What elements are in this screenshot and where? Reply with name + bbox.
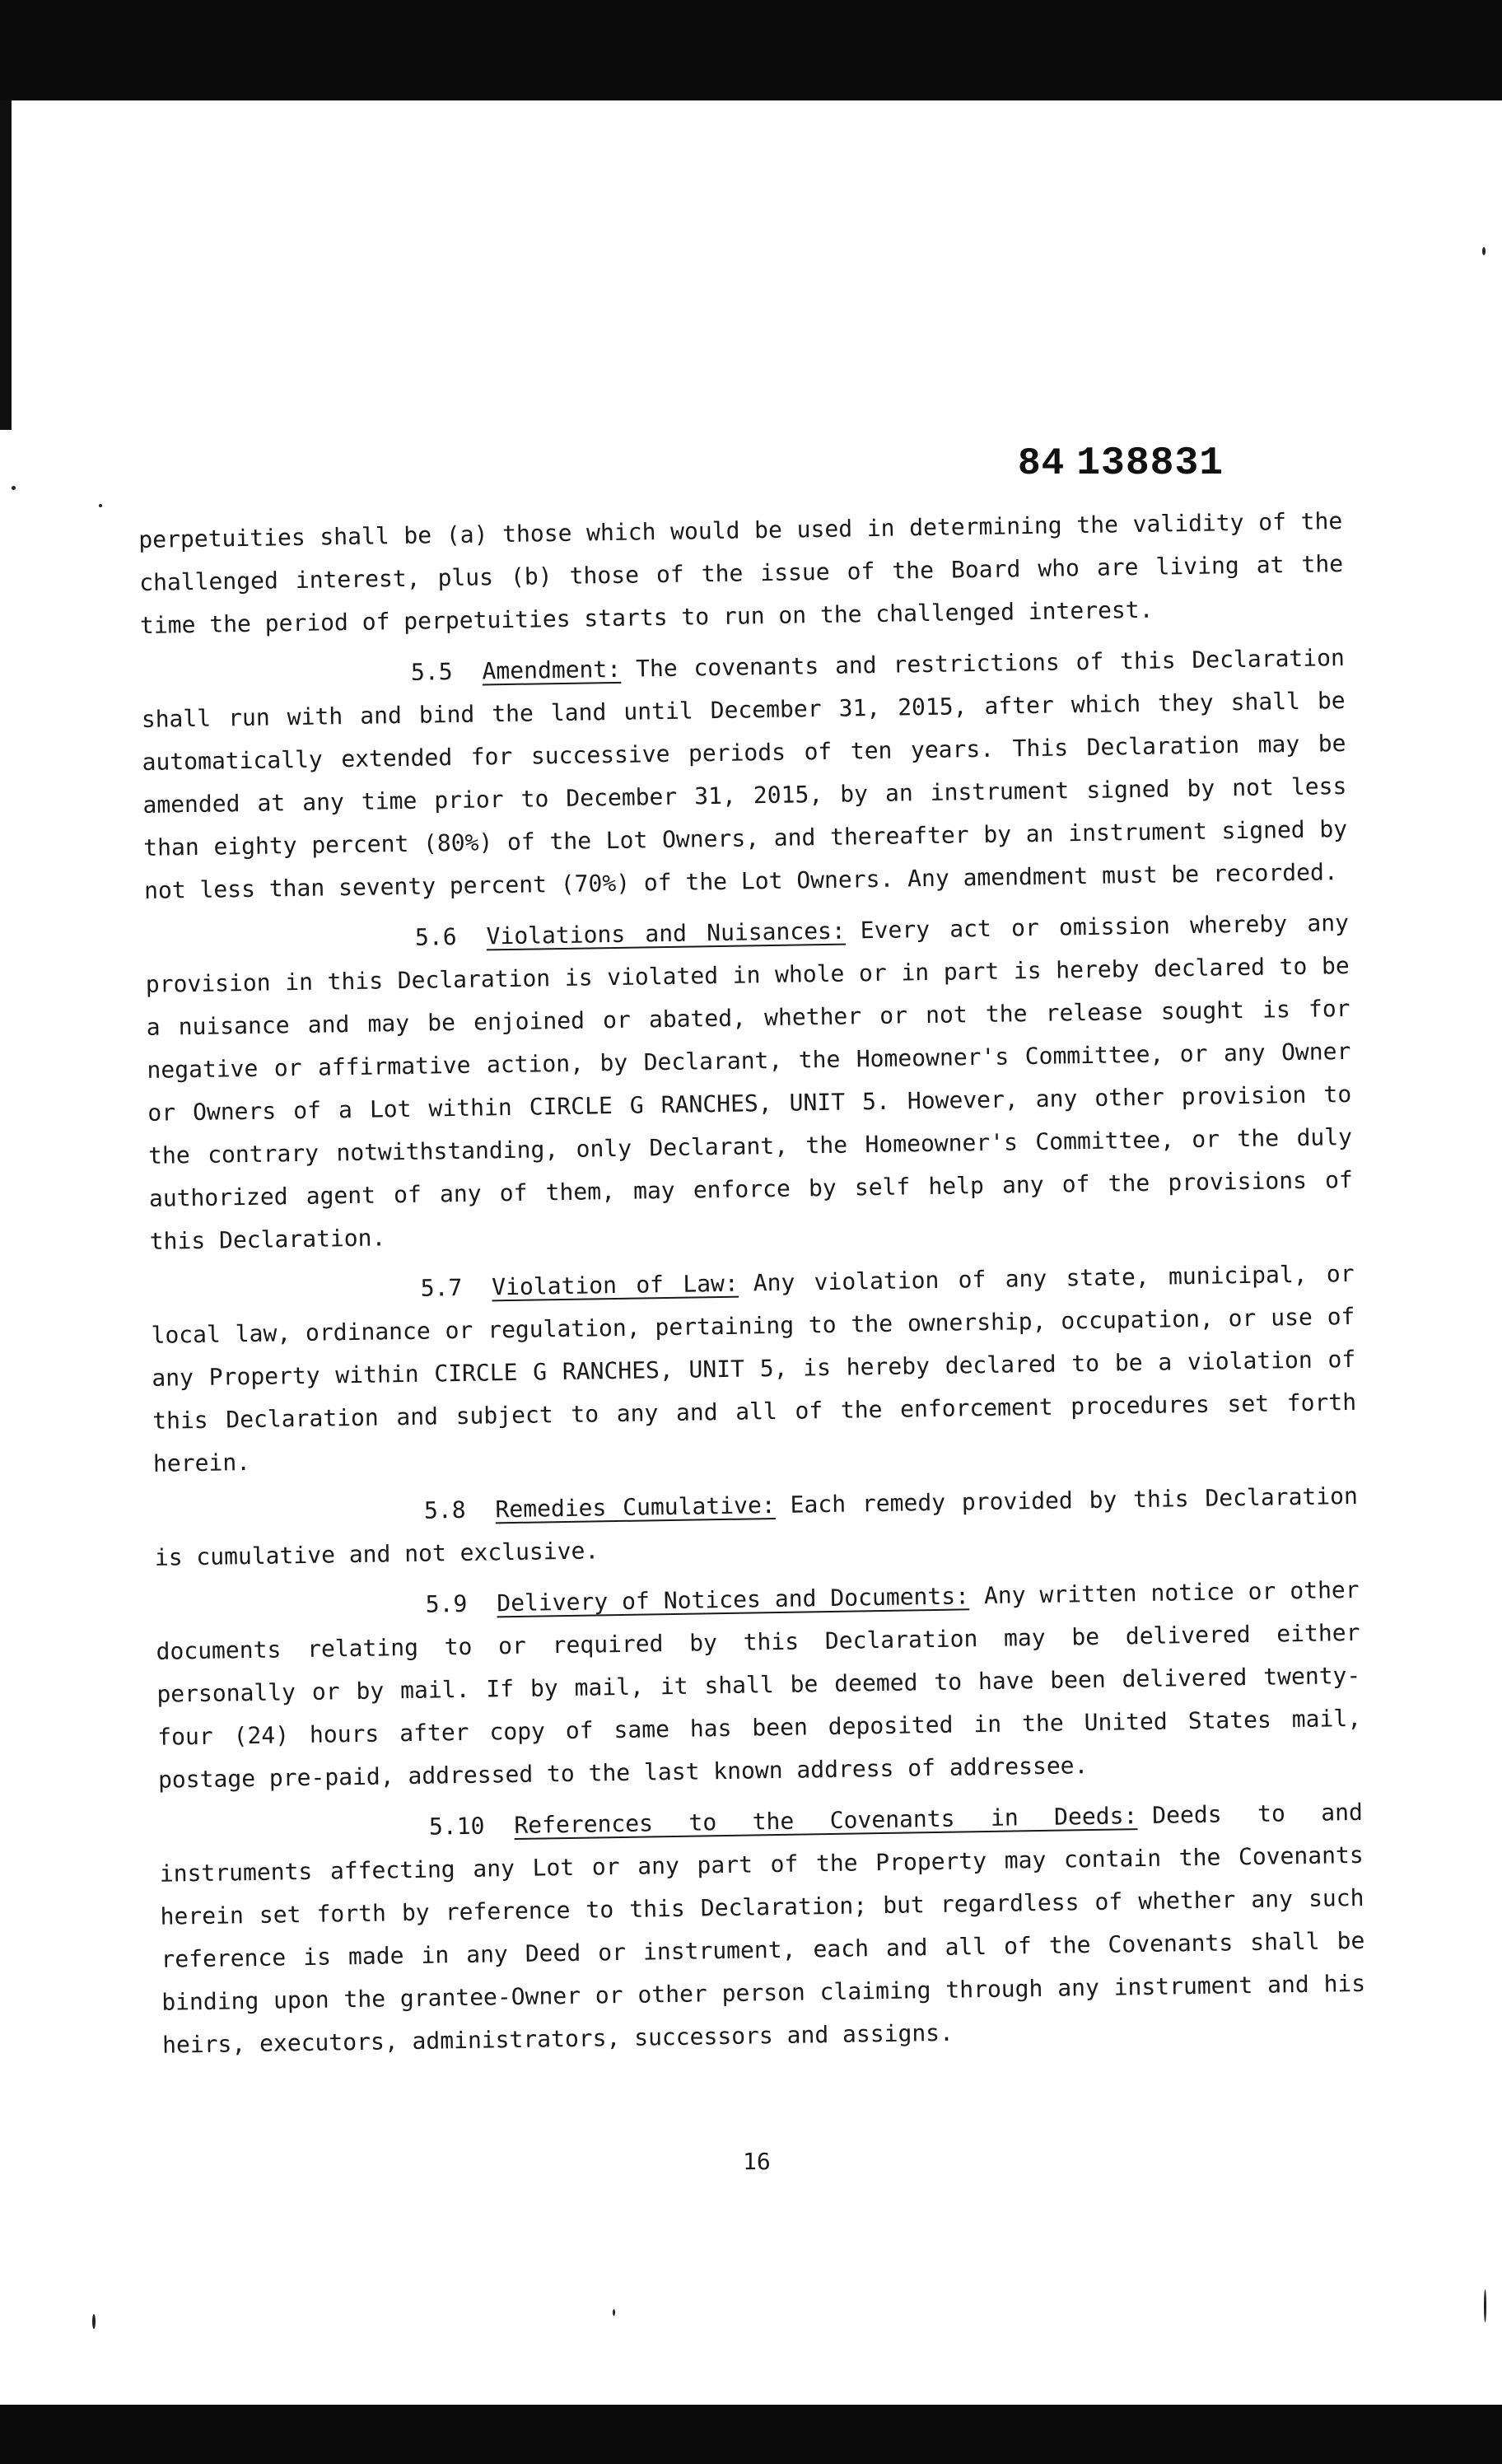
document-number: [1018, 441, 1224, 486]
scan-speck: [99, 504, 102, 507]
scan-border-left: [0, 100, 12, 430]
section-number: 5.9: [425, 1589, 468, 1618]
section-heading: Violations and Nuisances:: [486, 917, 847, 950]
section-5-5: [141, 637, 1349, 912]
scan-border-top: [0, 0, 1502, 100]
section-heading: References to the Covenants in Deeds:: [514, 1802, 1138, 1840]
section-body: Every act or omission whereby any provision in this Declaration is violated in whole or in part is hereby declared to be a nuisance and may be enjoined or abated, whether or not the release sought is for negative or affirmative action, by Declarant, the Homeowner's Committee, or any Owner or Owners of a Lot within CIRCLE G RANCHES, UNIT 5. However, any other provision to the contrary notwithstanding, only Declarant, the Homeowner's Committee, or the duly authorized agent of any of them, may enforce by self help any of the provisions of this Declaration.: [145, 908, 1354, 1255]
section-number: 5.5: [410, 658, 453, 686]
section-heading: Delivery of Notices and Documents:: [497, 1582, 970, 1617]
section-5-8: [154, 1475, 1359, 1580]
document-number-value: 138831: [1076, 441, 1224, 486]
scan-speck: [92, 2314, 96, 2329]
intro-paragraph: perpetuities shall be (a) those which would be used in determining the validity of the challenged interest, plus (b) those of the issue of the Board who are living at the time the period of perpetuities starts to run on the challenged interest.: [138, 507, 1344, 639]
section-body: Any violation of any state, municipal, or local law, ordinance or regulation, pertaining to the ownership, occupation, or use of any Property within CIRCLE G RANCHES, UNIT 5, is hereby declared to be a violation of this Declaration and subject to any and all of the enforcement procedures set forth herein.: [151, 1259, 1357, 1477]
scan-speck: [1484, 2289, 1486, 2322]
section-body: Each remedy provided by this Declaration is cumulative and not exclusive.: [154, 1482, 1359, 1571]
scan-speck: [1482, 247, 1486, 255]
section-number: 5.7: [420, 1273, 463, 1302]
document-number-prefix: 84: [1018, 442, 1066, 485]
scan-border-bottom: [0, 2405, 1502, 2464]
section-heading: Violation of Law:: [492, 1269, 739, 1301]
section-number: 5.8: [423, 1496, 466, 1524]
section-body: The covenants and restrictions of this Declaration shall run with and bind the land until December 31, 2015, after which they shall be automatically extended for successive periods of ten years. This Declaration may be amended at any time prior to December 31, 2015, by an instrument signed by not less than eighty percent (80%) of the Lot Owners, and thereafter by an instrument signed by not less than seventy percent (70%) of the Lot Owners. Any amendment must be recorded.: [141, 644, 1348, 904]
section-5-7: [150, 1253, 1357, 1486]
scan-speck: [12, 486, 16, 490]
section-heading: Remedies Cumulative:: [495, 1491, 776, 1524]
document-body: [138, 500, 1367, 2075]
scan-speck: [613, 2309, 615, 2316]
section-body: Deeds to and instruments affecting any Lot or any part of the Property may contain the Covenants herein set forth by reference to this Declaration; but regardless of whether any such reference is made in any Deed or instrument, each and all of the Covenants shall be binding upon the grantee-Owner or other person claiming through any instrument and his heirs, executors, administrators, successors and assigns.: [159, 1798, 1366, 2059]
section-5-10: [159, 1791, 1367, 2067]
section-number: 5.6: [414, 922, 457, 951]
section-heading: Amendment:: [482, 655, 622, 685]
section-5-9: [155, 1569, 1362, 1802]
page-number: 16: [743, 2148, 771, 2175]
section-number: 5.10: [428, 1812, 485, 1841]
section-body: Any written notice or other documents relating to or required by this Declaration may be delivered either personally or by mail. If by mail, it shall be deemed to have been delivered twenty-four (24) hours after copy of same has been deposited in the United States mail, postage pre-paid, addressed to the last known address of addressee.: [156, 1575, 1362, 1794]
section-5-6: [145, 902, 1354, 1263]
